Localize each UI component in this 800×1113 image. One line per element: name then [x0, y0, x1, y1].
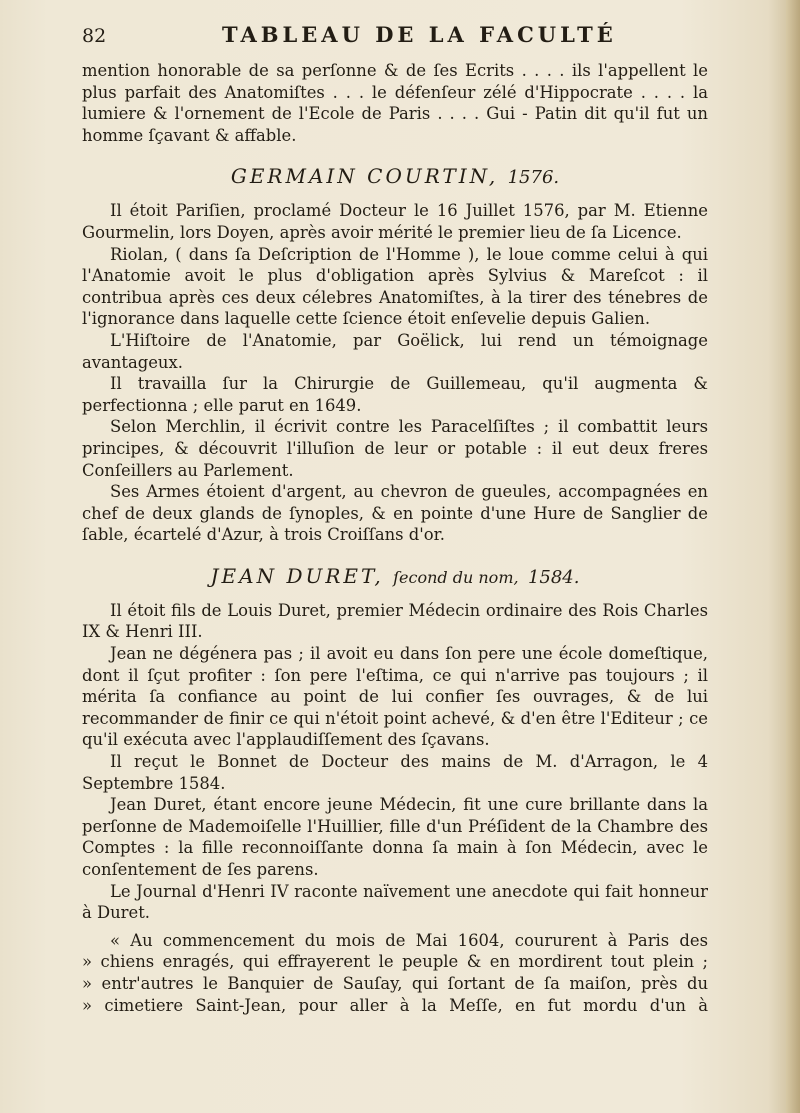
- section-heading-courtin: [82, 162, 708, 190]
- quote-line: » cimetiere Saint-Jean, pour aller à la Meſſe, en fut mordu d'un à: [82, 995, 708, 1015]
- heading-name: JEAN DURET,: [210, 563, 384, 588]
- paragraph: Il reçut le Bonnet de Docteur des mains de M. d'Arragon, le 4 Septembre 1584.: [82, 752, 708, 793]
- heading-date: 1584.: [527, 566, 580, 588]
- page-edge: [786, 0, 800, 1113]
- paragraph: Riolan, ( dans ſa Deſcription de l'Homme ), le loue comme celui à qui l'Anatomie avoit le plus d'obligation après Sylvius & Mareſcot : il contribua après ces deux célebres Anatomiſtes, à la tirer des ténebres de l'ignorance dans laquelle cette ſcience étoit enſevelie depuis Galien.: [82, 244, 708, 329]
- quote-line: » entr'autres le Banquier de Sauſay, qui ſortant de ſa maiſon, près du: [82, 973, 708, 993]
- paragraph: Il étoit Pariſien, proclamé Docteur le 16 Juillet 1576, par M. Etienne Gourmelin, lors Doyen, après avoir mérité le premier lieu de ſa Licence.: [82, 201, 708, 242]
- intro-paragraph: mention honorable de sa perſonne & de ſes Ecrits . . . . ils l'appellent le plus parfait des Anatomiſtes . . . le défenſeur zélé d'Hippocrate . . . . la lumiere & l'ornement de l'Ecole de Paris . . . . Gui - Patin dit qu'il fut un homme ſçavant & affable.: [82, 61, 708, 145]
- heading-date: 1576.: [507, 167, 560, 189]
- paragraph: Il travailla ſur la Chirurgie de Guillemeau, qu'il augmenta & perfectionna ; elle parut en 1649.: [82, 374, 708, 415]
- running-title: TABLEAU DE LA FACULTÉ: [222, 22, 617, 47]
- quote-line: « Au commencement du mois de Mai 1604, coururent à Paris des: [110, 930, 708, 950]
- quotation: [82, 930, 708, 1016]
- heading-name: GERMAIN COURTIN,: [230, 164, 499, 189]
- paragraph: Le Journal d'Henri IV raconte naïvement une anecdote qui fait honneur à Duret.: [82, 881, 708, 923]
- running-head: [82, 22, 708, 60]
- document-body: [82, 22, 708, 1016]
- paragraph: Selon Merchlin, il écrivit contre les Paracelſiſtes ; il combattit leurs principes, & découvrit l'illuſion de leur or potable : il eut deux freres Conſeillers au Parlement.: [82, 417, 708, 480]
- paragraph: Ses Armes étoient d'argent, au chevron de gueules, accompagnées en chef de deux glands de ſynoples, & en pointe d'une Hure de Sanglier de ſable, écartelé d'Azur, à trois Croiſſans d'or.: [82, 482, 708, 545]
- page-number: 82: [82, 25, 107, 47]
- quote-line: » chiens enragés, qui effrayerent le peuple & en mordirent tout plein ;: [82, 952, 708, 972]
- heading-suffix: ſecond du nom,: [393, 567, 519, 587]
- paragraph: Il étoit fils de Louis Duret, premier Médecin ordinaire des Rois Charles IX & Henri III.: [82, 600, 708, 642]
- paragraph: Jean ne dégénera pas ; il avoit eu dans ſon pere une école domeſtique, dont il ſçut profiter : ſon pere l'eſtima, ce qui n'arrive pas toujours ; il mérita ſa confiance au point de lui confier ſes ouvrages, & de lui recommander de finir ce qui n'étoit point achevé, & d'en être l'Editeur ; ce qu'il exécuta avec l'applaudiſſement des ſçavans.: [82, 644, 708, 750]
- paragraph: L'Hiſtoire de l'Anatomie, par Goëlick, lui rend un témoignage avantageux.: [82, 330, 708, 372]
- section-heading-duret: [82, 562, 708, 590]
- paragraph: Jean Duret, étant encore jeune Médecin, fit une cure brillante dans la perſonne de Mademoiſelle l'Huillier, fille d'un Préſident de la Chambre des Comptes : la fille reconnoiſſante donna ſa main à ſon Médecin, avec le conſentement de ſes parens.: [82, 795, 708, 879]
